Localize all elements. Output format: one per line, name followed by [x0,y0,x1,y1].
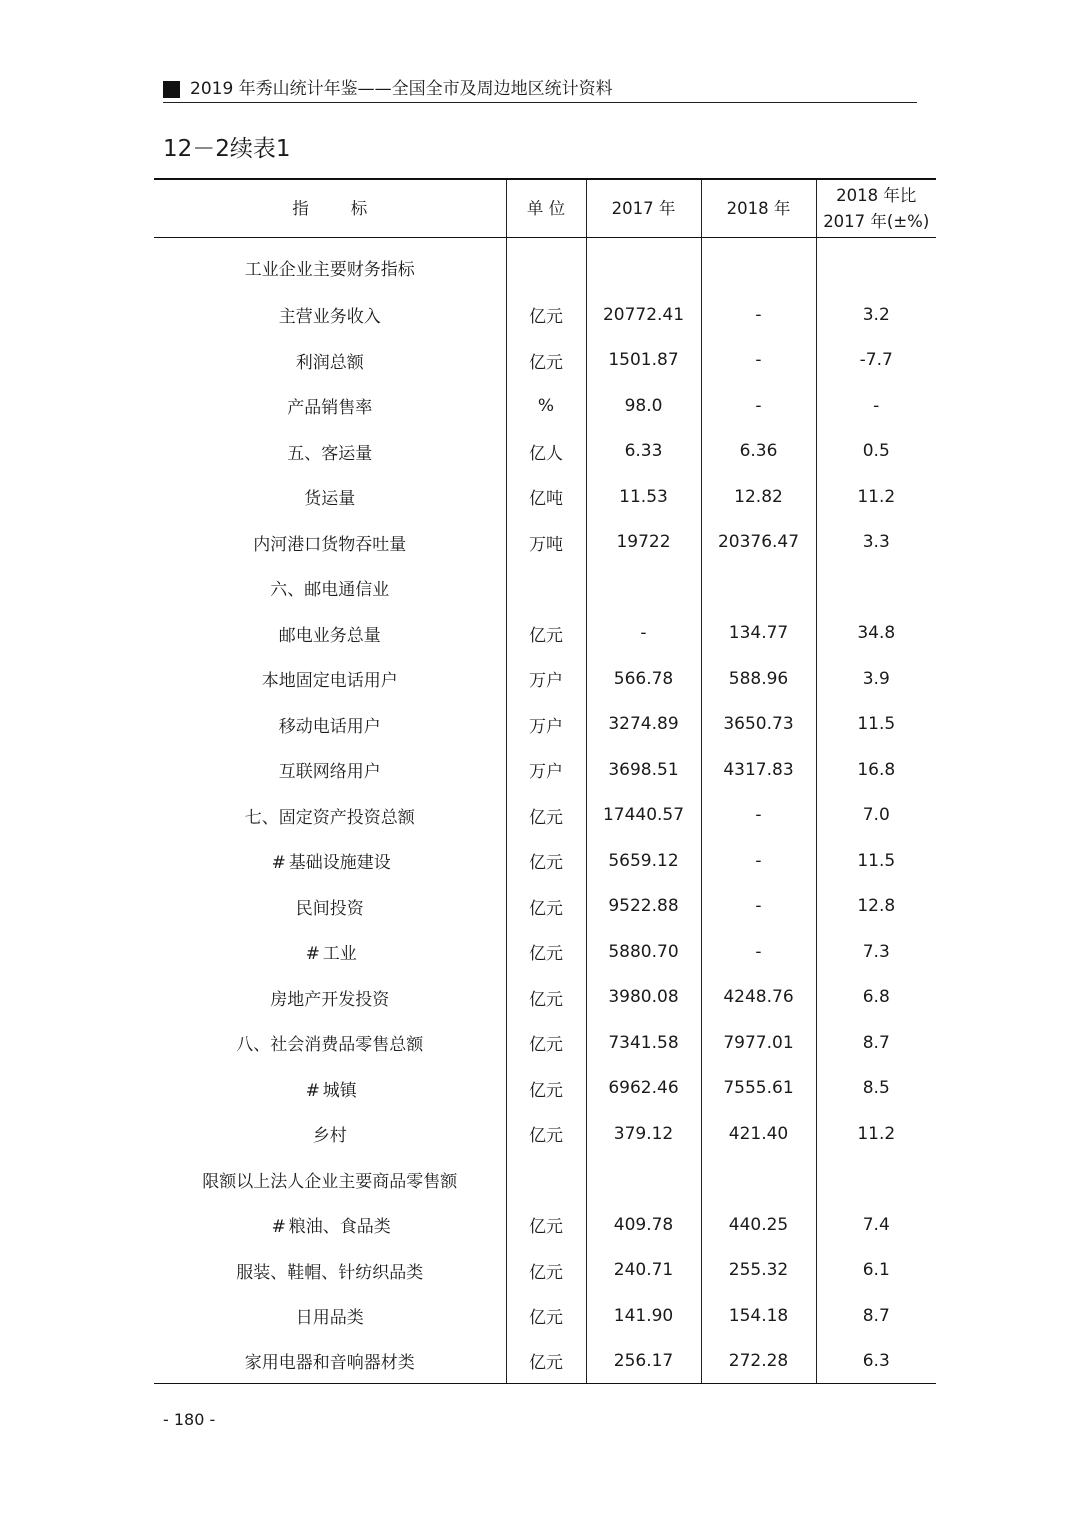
row-unit: 亿元 [506,338,586,384]
row-value-2017: 141.90 [586,1293,701,1339]
row-value-2017: 11.53 [586,474,701,520]
row-value-2017 [586,565,701,611]
hash-marker: # [271,1217,286,1238]
row-change: 3.9 [816,656,936,702]
row-unit: 亿元 [506,1248,586,1294]
row-value-2018: - [701,793,816,839]
table-row [154,1157,936,1203]
row-unit: 万户 [506,702,586,748]
table-row [154,793,936,839]
row-name: 民间投资 [295,898,364,919]
row-value-2018: 12.82 [701,474,816,520]
row-value-2017: 6.33 [586,429,701,475]
row-value-2018: - [701,838,816,884]
row-value-2018: 4248.76 [701,975,816,1021]
row-name-cell [154,1066,506,1112]
row-change: 11.2 [816,1111,936,1157]
row-value-2018: 255.32 [701,1248,816,1294]
table-row [154,520,936,566]
row-name: 内河港口货物吞吐量 [253,534,407,555]
row-value-2017: 1501.87 [586,338,701,384]
row-unit: 亿元 [506,1202,586,1248]
row-value-2017: 409.78 [586,1202,701,1248]
row-value-2018: - [701,884,816,930]
table-row [154,611,936,657]
row-change: 11.2 [816,474,936,520]
table-row [154,884,936,930]
row-value-2017: - [586,611,701,657]
row-unit [506,238,586,293]
row-name-cell [154,1202,506,1248]
table-row [154,747,936,793]
row-name: 限额以上法人企业主要商品零售额 [202,1171,458,1192]
column-header-2017: 2017 年 [586,179,701,238]
row-value-2018: 20376.47 [701,520,816,566]
column-header-change: 2018 年比 2017 年(±%) [816,179,936,238]
row-value-2017: 3698.51 [586,747,701,793]
row-value-2017 [586,238,701,293]
row-unit: 亿元 [506,611,586,657]
row-unit: 亿元 [506,929,586,975]
row-change: 8.5 [816,1066,936,1112]
row-value-2017: 7341.58 [586,1020,701,1066]
table-row [154,1066,936,1112]
row-unit: 亿元 [506,975,586,1021]
row-value-2018: 421.40 [701,1111,816,1157]
row-change: 34.8 [816,611,936,657]
row-unit: 亿元 [506,838,586,884]
row-value-2017: 6962.46 [586,1066,701,1112]
row-name: 本地固定电话用户 [261,671,398,692]
table-row [154,292,936,338]
table-row [154,474,936,520]
table-row [154,1111,936,1157]
table-row [154,838,936,884]
row-change: 7.0 [816,793,936,839]
row-name: 八、社会消费品零售总额 [236,1035,424,1056]
row-name: 家用电器和音响器材类 [154,1339,506,1384]
row-change [816,238,936,293]
row-value-2018: 6.36 [701,429,816,475]
row-name: 工业企业主要财务指标 [244,259,415,280]
row-name: 基础设施建设 [288,853,391,874]
row-unit: 亿元 [506,1339,586,1384]
row-change: 12.8 [816,884,936,930]
row-value-2018: 7977.01 [701,1020,816,1066]
table-row [154,429,936,475]
row-unit: 万户 [506,747,586,793]
column-header-indicator: 指 标 [154,179,506,238]
row-name: 日用品类 [295,1308,364,1329]
row-value-2018: 588.96 [701,656,816,702]
row-unit: 万户 [506,656,586,702]
row-change: 3.2 [816,292,936,338]
table-row [154,1020,936,1066]
table-row [154,975,936,1021]
row-change: 3.3 [816,520,936,566]
row-value-2018 [701,565,816,611]
row-change: 7.3 [816,929,936,975]
row-value-2018: - [701,383,816,429]
row-value-2017 [586,1157,701,1203]
row-value-2017: 566.78 [586,656,701,702]
table-row [154,656,936,702]
row-value-2017: 3980.08 [586,975,701,1021]
row-value-2018: 440.25 [701,1202,816,1248]
row-value-2018: - [701,929,816,975]
row-name: 粮油、食品类 [288,1217,391,1238]
row-change: 6.3 [816,1339,936,1384]
row-name: 利润总额 [295,352,364,373]
table-header-row [154,179,936,238]
row-value-2017: 379.12 [586,1111,701,1157]
row-change: 8.7 [816,1293,936,1339]
row-value-2018: 7555.61 [701,1066,816,1112]
row-unit: 亿元 [506,1020,586,1066]
row-unit [506,1157,586,1203]
table-row [154,702,936,748]
column-header-2018: 2018 年 [701,179,816,238]
row-unit [506,565,586,611]
row-change: -7.7 [816,338,936,384]
row-name: 货运量 [304,489,356,510]
row-value-2017: 20772.41 [586,292,701,338]
table-row [154,1202,936,1248]
row-value-2018: 3650.73 [701,702,816,748]
row-value-2018: - [701,338,816,384]
row-change: 16.8 [816,747,936,793]
row-unit: 亿元 [506,1066,586,1112]
row-name-cell [154,929,506,975]
row-unit: 亿元 [506,793,586,839]
row-unit: 亿元 [506,1111,586,1157]
page-number: - 180 - [163,1410,216,1429]
row-value-2017: 5659.12 [586,838,701,884]
row-value-2017: 19722 [586,520,701,566]
row-name: 七、固定资产投资总额 [244,807,415,828]
row-unit: 亿人 [506,429,586,475]
hash-marker: # [305,1080,320,1101]
row-unit: 亿元 [506,1293,586,1339]
row-change: 6.8 [816,975,936,1021]
statistics-table [154,178,936,1384]
row-value-2017: 5880.70 [586,929,701,975]
row-unit: 亿元 [506,884,586,930]
row-value-2018: 134.77 [701,611,816,657]
page-header [163,76,917,103]
row-value-2018 [701,238,816,293]
row-value-2018: 154.18 [701,1293,816,1339]
table-row [154,929,936,975]
row-change: 8.7 [816,1020,936,1066]
table-row [154,338,936,384]
table-title: 12－2续表1 [163,136,291,162]
row-name: 移动电话用户 [278,716,381,737]
hash-marker: # [305,944,320,965]
row-change: 0.5 [816,429,936,475]
row-change: 7.4 [816,1202,936,1248]
table-row [154,383,936,429]
table-row [154,1293,936,1339]
row-value-2018 [701,1157,816,1203]
row-unit: 亿吨 [506,474,586,520]
row-name: 产品销售率 [287,398,373,419]
table-row [154,238,936,293]
row-name: 五、客运量 [287,443,373,464]
row-value-2017: 9522.88 [586,884,701,930]
row-value-2018: 4317.83 [701,747,816,793]
table-row [154,565,936,611]
row-name: 邮电业务总量 [278,625,381,646]
row-value-2017: 17440.57 [586,793,701,839]
row-value-2017: 3274.89 [586,702,701,748]
row-change [816,565,936,611]
row-unit: % [506,383,586,429]
row-value-2017: 240.71 [586,1248,701,1294]
row-change [816,1157,936,1203]
row-name: 房地产开发投资 [270,989,390,1010]
row-name: 互联网络用户 [278,762,381,783]
table-row [154,1248,936,1294]
row-change: 11.5 [816,838,936,884]
row-name: 工业 [322,944,357,965]
row-name-cell [154,838,506,884]
header-title: 2019 年秀山统计年鉴——全国全市及周边地区统计资料 [190,79,613,99]
row-value-2017: 256.17 [586,1339,701,1384]
row-name: 服装、鞋帽、针纺织品类 [236,1262,424,1283]
table-row [154,1339,936,1384]
row-value-2017: 98.0 [586,383,701,429]
hash-marker: # [271,853,286,874]
row-name: 城镇 [322,1080,357,1101]
row-change: - [816,383,936,429]
row-name: 主营业务收入 [278,307,381,328]
row-change: 11.5 [816,702,936,748]
column-header-unit: 单 位 [506,179,586,238]
header-square-icon [163,81,180,98]
row-value-2018: 272.28 [701,1339,816,1384]
row-name: 六、邮电通信业 [270,580,390,601]
row-unit: 万吨 [506,520,586,566]
row-change: 6.1 [816,1248,936,1294]
row-value-2018: - [701,292,816,338]
row-name: 乡村 [312,1126,347,1147]
row-unit: 亿元 [506,292,586,338]
